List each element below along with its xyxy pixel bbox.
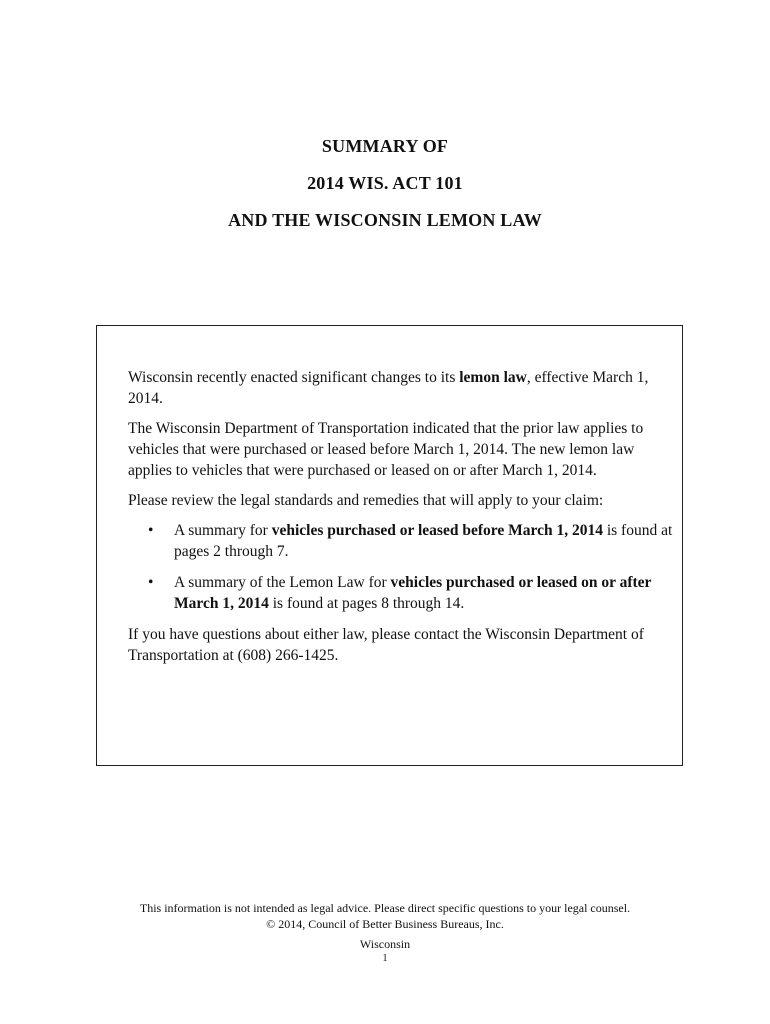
review-paragraph: Please review the legal standards and remedies that will apply to your claim: [128,492,604,509]
summary-content [128,367,676,675]
intro-bold-text: lemon law [459,369,527,386]
title-line-2: 2014 WIS. ACT 101 [307,173,463,193]
summary-box [96,325,683,766]
footer-state: Wisconsin [359,937,411,951]
page-number: 1 [382,953,388,964]
list-item-text-end: is found at pages 8 through 14. [268,595,465,612]
list-item [148,520,676,562]
intro-text: Wisconsin recently enacted significant changes to its [128,369,460,386]
title-line-1: SUMMARY OF [321,136,449,156]
footer-copyright: © 2014, Council of Better Business Bureaus, Inc. [266,917,504,931]
bullet-icon: • [148,522,154,539]
footer-disclaimer: This information is not intended as legal advice. Please direct specific questions to your legal counsel. [139,901,631,915]
summary-list [128,520,676,614]
bullet-icon: • [148,574,154,591]
list-item-bold-text: vehicles purchased or leased on or after March 1, 2014 [174,574,652,612]
dot-paragraph: The Wisconsin Department of Transportation indicated that the prior law applies to vehicles that were purchased or leased before March 1, 2014. The new lemon law applies to vehicles that were purchased or leased on or after March 1, 2014. [128,420,644,479]
page-footer [0,900,770,966]
list-item-text: A summary of the Lemon Law for [174,574,391,591]
list-item [148,572,676,614]
list-item-text: A summary for [174,522,272,539]
document-title [0,128,770,239]
intro-text-end: , effective March 1, 2014. [128,369,649,407]
intro-paragraph [128,367,676,409]
contact-paragraph: If you have questions about either law, please contact the Wisconsin Department of Transportation at (608) 266-1425. [128,626,644,664]
list-item-text-end: is found at pages 2 through 7. [174,522,673,560]
title-line-3: AND THE WISCONSIN LEMON LAW [228,210,542,230]
list-item-bold-text: vehicles purchased or leased before March 1, 2014 [271,522,603,539]
